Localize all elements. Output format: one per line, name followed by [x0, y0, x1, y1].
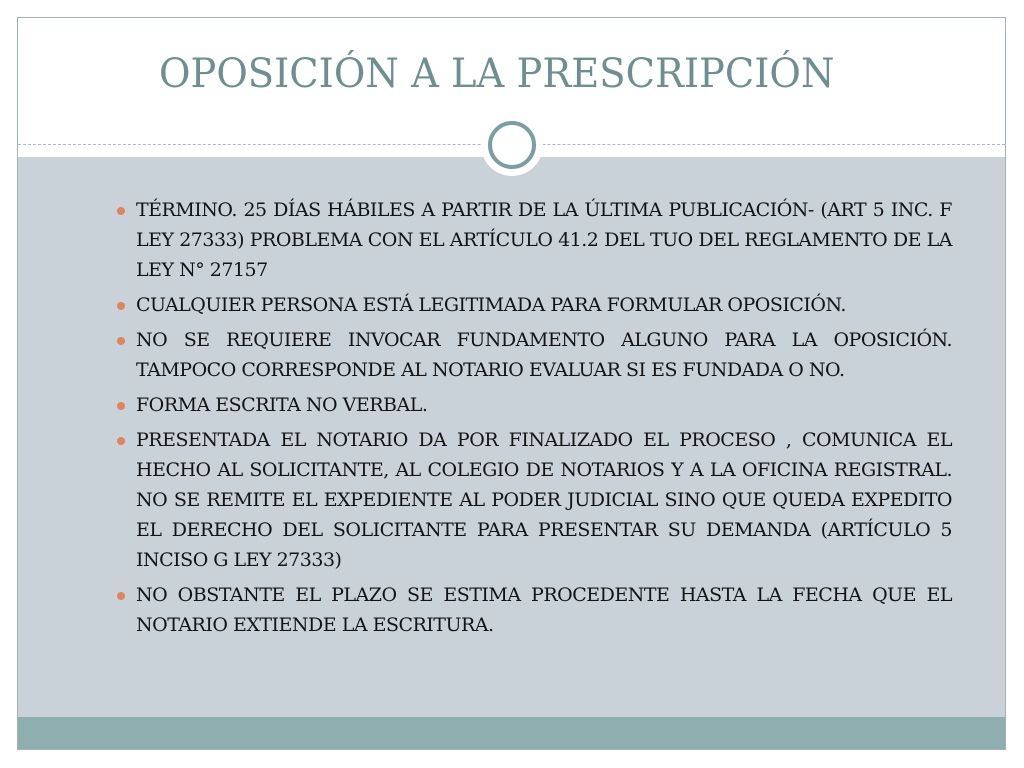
bullet-dot-icon: [117, 402, 125, 410]
bullet-text: PRESENTADA EL NOTARIO DA POR FINALIZADO EL PROCESO , COMUNICA EL HECHO AL SOLICITANTE, AL COLEGIO DE NOTARIOS Y A LA OFICINA REGISTRAL. NO SE REMITE EL EXPEDIENTE AL PODER JUDICIAL SINO QUE QUEDA EXPEDITO EL DERECHO DEL SOLICITANTE PARA PRESENTAR SU DEMANDA (ARTÍCULO 5 INCISO G LEY 27333): [136, 429, 952, 571]
bullet-item: [117, 290, 952, 320]
bullet-text: FORMA ESCRITA NO VERBAL.: [136, 394, 428, 416]
bullet-item: [117, 425, 952, 575]
ornament-circle-icon: [488, 121, 536, 169]
bullet-text: NO OBSTANTE EL PLAZO SE ESTIMA PROCEDENTE HASTA LA FECHA QUE EL NOTARIO EXTIENDE LA ESCRITURA.: [136, 584, 952, 636]
bullet-dot-icon: [117, 337, 125, 345]
bullet-dot-icon: [117, 592, 125, 600]
slide-title: OPOSICIÓN A LA PRESCRIPCIÓN: [159, 51, 835, 97]
bullet-dot-icon: [117, 302, 125, 310]
bullet-list: [117, 195, 952, 645]
bullet-item: [117, 390, 952, 420]
bullet-item: [117, 580, 952, 640]
bottom-band: [18, 717, 1005, 750]
bullet-item: [117, 195, 952, 285]
bullet-dot-icon: [117, 437, 125, 445]
bullet-text: NO SE REQUIERE INVOCAR FUNDAMENTO ALGUNO PARA LA OPOSICIÓN. TAMPOCO CORRESPONDE AL NOTARIO EVALUAR SI ES FUNDADA O NO.: [136, 329, 952, 381]
bullet-text: CUALQUIER PERSONA ESTÁ LEGITIMADA PARA FORMULAR OPOSICIÓN.: [136, 294, 846, 316]
bullet-item: [117, 325, 952, 385]
bullet-text: TÉRMINO. 25 DÍAS HÁBILES A PARTIR DE LA ÚLTIMA PUBLICACIÓN- (ART 5 INC. F LEY 27333) PROBLEMA CON EL ARTÍCULO 41.2 DEL TUO DEL REGLAMENTO DE LA LEY N° 27157: [136, 199, 952, 281]
bullet-dot-icon: [117, 207, 125, 215]
